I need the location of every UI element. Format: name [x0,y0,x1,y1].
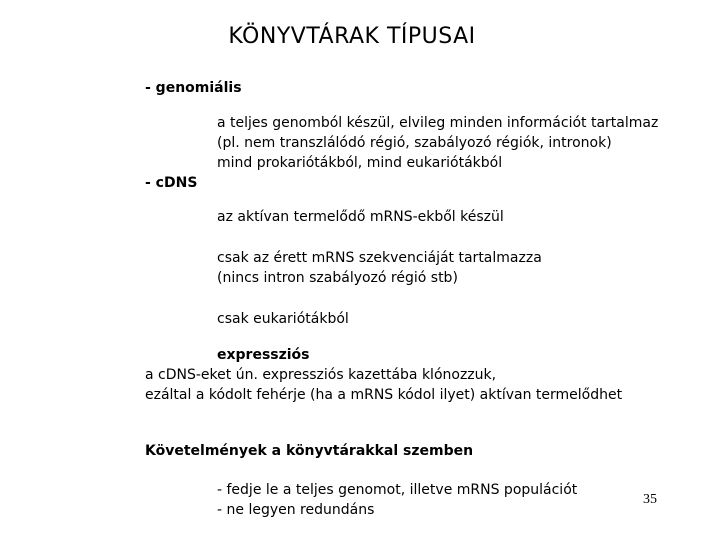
requirement-item: - ne legyen redundáns [217,502,375,518]
cdna-line: csak az érett mRNS szekvenciáját tartalmazza [217,250,542,266]
cdna-line: csak eukariótákból [217,311,349,327]
expression-heading: expressziós [217,347,310,363]
expression-line: ezáltal a kódolt fehérje (ha a mRNS kódol ilyet) aktívan termelődhet [145,387,623,403]
slide-title: KÖNYVTÁRAK TÍPUSAI [228,24,476,49]
expression-line: a cDNS-eket ún. expressziós kazettába klónozzuk, [145,367,497,383]
genomic-line: mind prokariótákból, mind eukariótákból [217,155,503,171]
cdna-line: az aktívan termelődő mRNS-ekből készül [217,209,504,225]
genomic-heading: - genomiális [145,80,242,96]
requirement-item: - fedje le a teljes genomot, illetve mRNS populációt [217,482,578,498]
requirements-heading: Követelmények a könyvtárakkal szemben [145,443,474,459]
page-number: 35 [643,492,657,507]
cdna-heading: - cDNS [145,175,198,191]
genomic-line: a teljes genomból készül, elvileg minden információt tartalmaz [217,115,659,131]
genomic-line: (pl. nem transzlálódó régió, szabályozó régiók, intronok) [217,135,612,151]
cdna-line: (nincs intron szabályozó régió stb) [217,270,458,286]
